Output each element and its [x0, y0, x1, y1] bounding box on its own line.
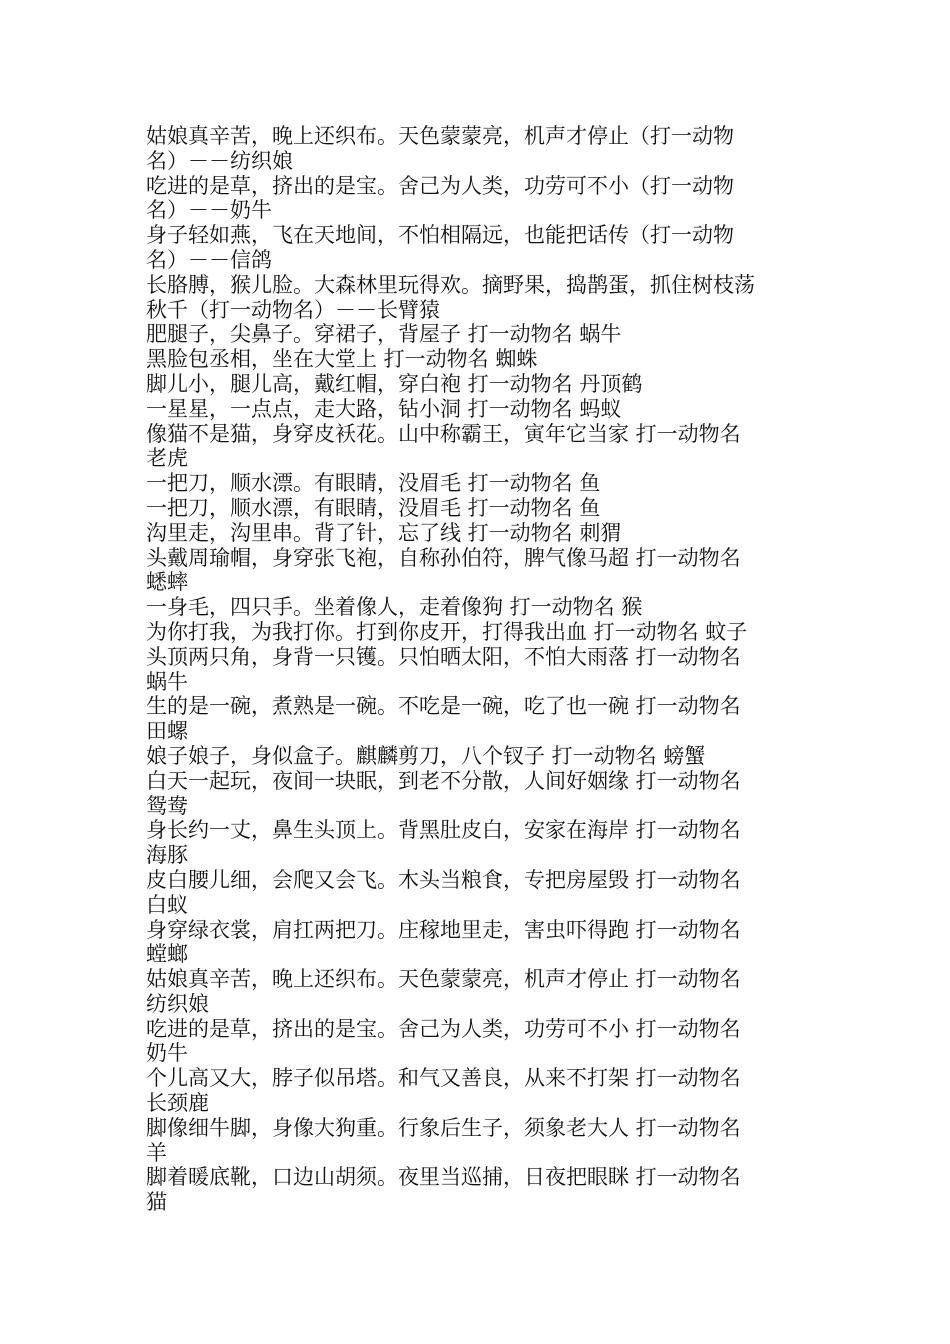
text-line: 名）－－奶牛 [146, 198, 272, 223]
text-line: 像猫不是猫，身穿皮袄花。山中称霸王，寅年它当家 打一动物名 [146, 421, 741, 446]
text-line: 娘子娘子，身似盒子。麒麟剪刀，八个钗子 打一动物名 螃蟹 [146, 743, 706, 768]
text-line: 一把刀，顺水漂。有眼睛，没眉毛 打一动物名 鱼 [146, 471, 601, 496]
text-line: 名）－－信鸽 [146, 247, 272, 272]
text-line: 个儿高又大，脖子似吊塔。和气又善良，从来不打架 打一动物名 [146, 1066, 741, 1091]
text-line: 脚儿小，腿儿高，戴红帽，穿白袍 打一动物名 丹顶鹤 [146, 371, 643, 396]
text-line: 蜗牛 [146, 669, 188, 694]
text-line: 身穿绿衣裳，肩扛两把刀。庄稼地里走，害虫吓得跑 打一动物名 [146, 917, 741, 942]
text-line: 长胳膊，猴儿脸。大森林里玩得欢。摘野果，捣鹊蛋，抓住树枝荡 [146, 272, 755, 297]
text-line: 秋千（打一动物名）－－长臂猿 [146, 297, 440, 322]
text-line: 奶牛 [146, 1041, 188, 1066]
text-line: 吃进的是草，挤出的是宝。舍己为人类，功劳可不小 打一动物名 [146, 1016, 741, 1041]
text-line: 皮白腰儿细，会爬又会飞。木头当粮食，专把房屋毁 打一动物名 [146, 867, 741, 892]
text-line: 田螺 [146, 719, 188, 744]
text-line: 吃进的是草，挤出的是宝。舍己为人类，功劳可不小（打一动物 [146, 173, 734, 198]
text-line: 蟋蟀 [146, 570, 188, 595]
text-line: 身子轻如燕，飞在天地间，不怕相隔远，也能把话传（打一动物 [146, 223, 734, 248]
text-line: 脚着暖底靴，口边山胡须。夜里当巡捕，日夜把眼眯 打一动物名 [146, 1165, 741, 1190]
text-line: 白天一起玩，夜间一块眠，到老不分散，人间好姻缘 打一动物名 [146, 768, 741, 793]
text-line: 姑娘真辛苦，晚上还织布。天色蒙蒙亮，机声才停止 打一动物名 [146, 967, 741, 992]
text-line: 海豚 [146, 843, 188, 868]
text-line: 鸳鸯 [146, 793, 188, 818]
text-line: 一把刀，顺水漂，有眼睛，没眉毛 打一动物名 鱼 [146, 495, 601, 520]
text-line: 老虎 [146, 446, 188, 471]
text-line: 黑脸包丞相，坐在大堂上 打一动物名 蜘蛛 [146, 347, 538, 372]
text-line: 螳螂 [146, 942, 188, 967]
text-line: 头戴周瑜帽，身穿张飞袍，自称孙伯符，脾气像马超 打一动物名 [146, 545, 741, 570]
text-line: 猫 [146, 1190, 167, 1215]
text-line: 一身毛，四只手。坐着像人，走着像狗 打一动物名 猴 [146, 595, 643, 620]
text-line: 为你打我，为我打你。打到你皮开，打得我出血 打一动物名 蚊子 [146, 619, 748, 644]
text-line: 羊 [146, 1140, 167, 1165]
riddle-text-block [146, 124, 806, 1215]
text-line: 脚像细牛脚，身像大狗重。行象后生子，须象老大人 打一动物名 [146, 1115, 741, 1140]
text-line: 长颈鹿 [146, 1091, 209, 1116]
text-line: 白蚁 [146, 892, 188, 917]
text-line: 身长约一丈，鼻生头顶上。背黑肚皮白，安家在海岸 打一动物名 [146, 818, 741, 843]
text-line: 肥腿子，尖鼻子。穿裙子，背屋子 打一动物名 蜗牛 [146, 322, 622, 347]
text-line: 头顶两只角，身背一只镬。只怕晒太阳，不怕大雨落 打一动物名 [146, 644, 741, 669]
text-line: 纺织娘 [146, 991, 209, 1016]
text-line: 名）－－纺织娘 [146, 148, 293, 173]
text-line: 生的是一碗，煮熟是一碗。不吃是一碗，吃了也一碗 打一动物名 [146, 694, 741, 719]
text-line: 姑娘真辛苦，晚上还织布。天色蒙蒙亮，机声才停止（打一动物 [146, 124, 734, 148]
text-line: 一星星，一点点，走大路，钻小洞 打一动物名 蚂蚁 [146, 396, 622, 421]
text-line: 沟里走，沟里串。背了针，忘了线 打一动物名 刺猬 [146, 520, 622, 545]
